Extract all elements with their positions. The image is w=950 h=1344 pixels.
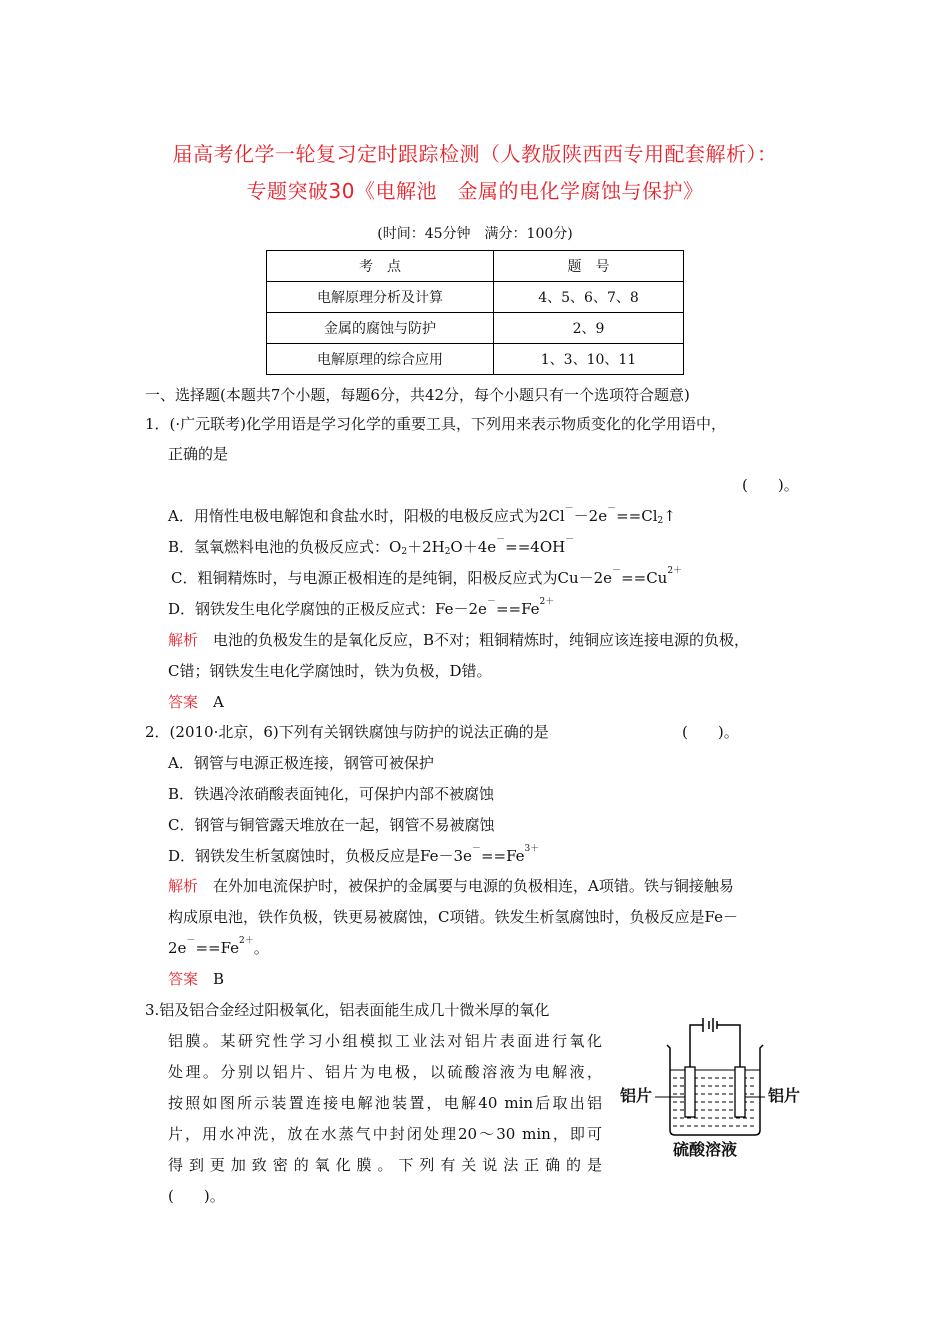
q2-option-b: B．铁遇冷浓硝酸表面钝化，可保护内部不被腐蚀: [168, 785, 495, 803]
q1-answer: 答案 A: [168, 693, 224, 711]
q1-stem-line2: 正确的是: [168, 445, 229, 463]
q1-option-a: A．用惰性电极电解饱和食盐水时，阳极的电极反应式为2Cl－－2e－==Cl2↑: [168, 504, 676, 526]
q3-bracket: ( )。: [168, 1187, 225, 1205]
q2-analysis-line2: 构成原电池，铁作负极，铁更易被腐蚀，C项错。铁发生析氢腐蚀时，负极反应是Fe－: [168, 908, 738, 926]
answer-label: 答案: [168, 970, 199, 988]
doc-title-line1: 届高考化学一轮复习定时跟踪检测（人教版陕西西专用配套解析）：: [172, 142, 778, 166]
topics-table: [266, 250, 684, 375]
time-info: (时间：45分钟 满分：100分): [377, 226, 573, 242]
analysis-label: 解析: [168, 877, 199, 895]
table-cell: 电解原理的综合应用: [267, 344, 494, 375]
right-aluminum-electrode: [735, 1067, 745, 1117]
table-row: [267, 313, 684, 344]
q1-analysis-line2: C错；钢铁发生电化学腐蚀时，铁为负极，D错。: [168, 662, 492, 680]
q1-option-d: D．钢铁发生电化学腐蚀的正极反应式：$Fe-2e^-==Fe^{2+}$: [168, 597, 555, 618]
q2-option-d: D．钢铁发生析氢腐蚀时，负极反应是$Fe-3e^-==Fe^{3+}$: [168, 844, 540, 865]
q1-option-c: C．粗铜精炼时，与电源正极相连的是纯铜，阳极反应式为$Cu-2e^-==Cu^{2+}$: [171, 566, 683, 587]
table-header-cell: 考 点: [267, 251, 494, 282]
q1-stem-line1: 1．(·广元联考)化学用语是学习化学的重要工具，下列用来表示物质变化的化学用语中，: [145, 415, 727, 433]
table-header-row: [267, 251, 684, 282]
q2-option-a: A．钢管与电源正极连接，钢管可被保护: [168, 754, 434, 772]
q3-line6: 得到更加致密的氧化膜。下列有关说法正确的是: [168, 1156, 602, 1174]
q2-answer: 答案 B: [168, 970, 225, 988]
table-cell: 1、3、10、11: [494, 344, 684, 375]
left-aluminum-electrode: [685, 1067, 695, 1117]
q3-line5: 片，用水冲洗，放在水蒸气中封闭处理20～30 min，即可: [168, 1125, 602, 1143]
q3-line3: 处理。分别以铝片、铝片为电极，以硫酸溶液为电解液，: [168, 1063, 602, 1081]
diagram-right-label: 铝片: [768, 1086, 801, 1105]
q2-option-c: C．钢管与铜管露天堆放在一起，钢管不易被腐蚀: [168, 816, 495, 834]
q2-stem: 2．(2010·北京，6)下列有关钢铁腐蚀与防护的说法正确的是: [145, 723, 549, 741]
q2-analysis-line1: 解析 在外加电流保护时，被保护的金属要与电源的负极相连，A项错。铁与铜接触易: [168, 877, 734, 895]
table-cell: 2、9: [494, 313, 684, 344]
diagram-left-label: 铝片: [620, 1086, 653, 1105]
beaker: [667, 1045, 763, 1135]
table-cell: 4、5、6、7、8: [494, 282, 684, 313]
diagram-solution-label: 硫酸溶液: [673, 1140, 738, 1159]
answer-label: 答案: [168, 693, 199, 711]
table-row: [267, 282, 684, 313]
table-row: [267, 344, 684, 375]
q3-line1: 3.铝及铝合金经过阳极氧化，铝表面能生成几十微米厚的氧化: [145, 1001, 550, 1019]
table-header-cell: 题 号: [494, 251, 684, 282]
table-cell: 电解原理分析及计算: [267, 282, 494, 313]
section-heading: 一、选择题(本题共7个小题，每题6分，共42分，每个小题只有一个选项符合题意): [145, 386, 690, 404]
q1-analysis-line1: 解析 电池的负极发生的是氧化反应，B不对；粗铜精炼时，纯铜应该连接电源的负极，: [168, 631, 750, 649]
q3-line4: 按照如图所示装置连接电解池装置，电解40 min后取出铝: [168, 1094, 602, 1112]
q2-answer-bracket: ( )。: [682, 723, 739, 741]
q1-option-b: B．氢氧燃料电池的负极反应式：O2＋2H2O＋4e－==4OH－: [168, 535, 575, 557]
analysis-label: 解析: [168, 631, 199, 649]
doc-title-line2: 专题突破30《电解池 金属的电化学腐蚀与保护》: [246, 179, 704, 203]
q1-answer-bracket: ( )。: [742, 476, 799, 494]
q3-line2: 铝膜。某研究性学习小组模拟工业法对铝片表面进行氧化: [168, 1032, 602, 1050]
q2-analysis-line3: $2e^-==Fe^{2+}$。: [168, 936, 269, 957]
table-cell: 金属的腐蚀与防护: [267, 313, 494, 344]
